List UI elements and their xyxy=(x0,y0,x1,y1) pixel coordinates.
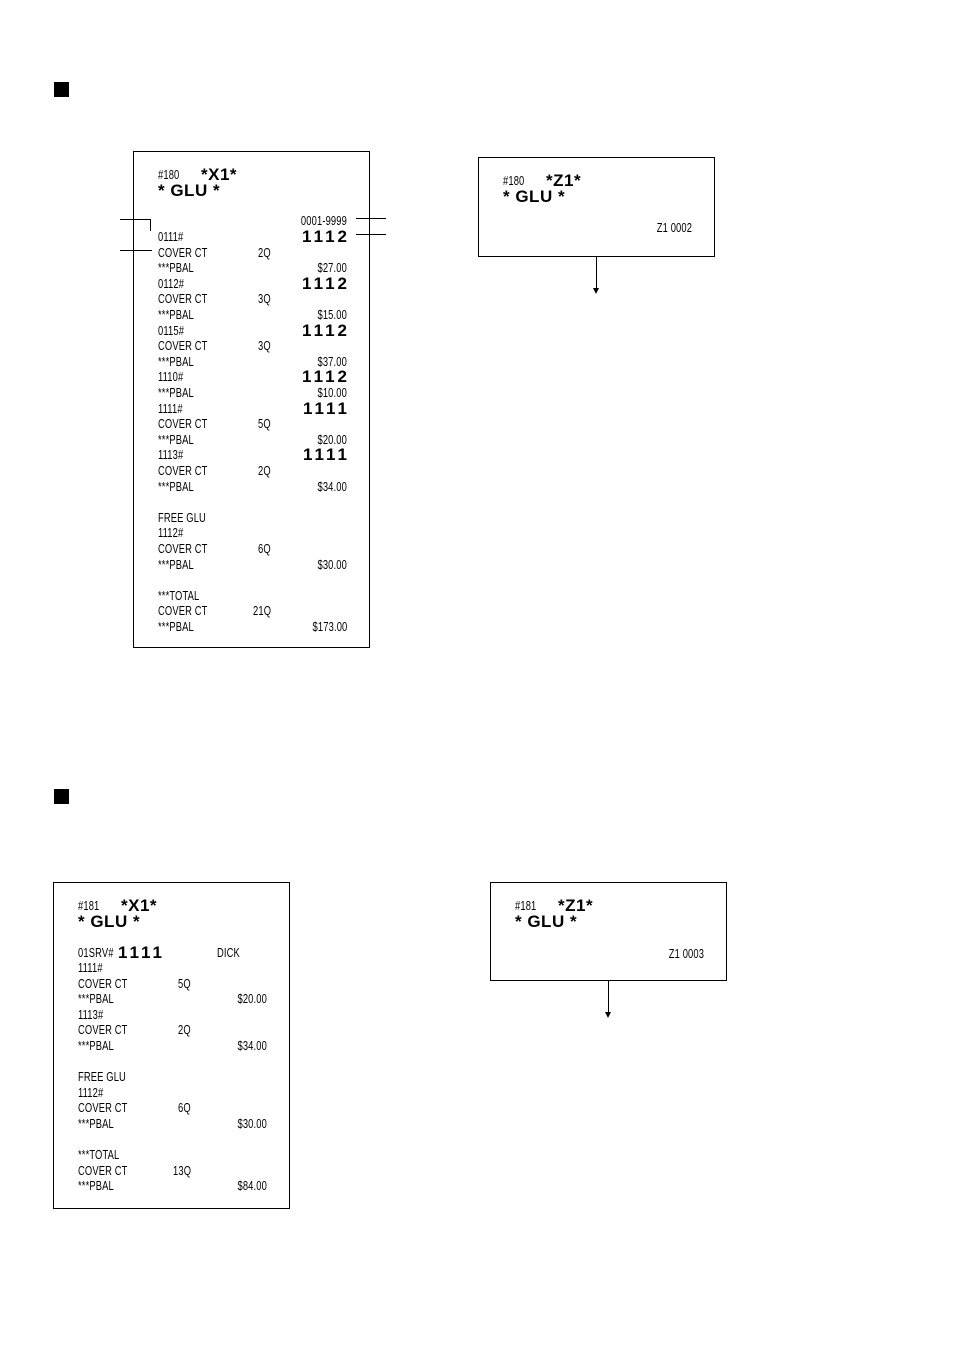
row-label: COVER CT xyxy=(158,603,208,619)
row-label: 1110# xyxy=(158,369,184,385)
row-qty: 21Q xyxy=(252,603,271,619)
table-range: 0001-9999 xyxy=(300,213,347,228)
report-number: #180 xyxy=(503,173,525,188)
report-number: #181 xyxy=(515,898,537,913)
server-name: DICK xyxy=(217,945,240,960)
row-code: 1111 xyxy=(302,398,350,418)
flow-arrow-head-1 xyxy=(593,288,599,294)
report-mode: *X1* xyxy=(201,165,238,184)
row-label: 1113# xyxy=(78,1006,104,1022)
row-label: ***TOTAL xyxy=(78,1147,120,1163)
z-counter: Z1 0003 xyxy=(668,946,704,961)
row-label: COVER CT xyxy=(158,463,208,478)
callout-line-right-top xyxy=(356,218,386,219)
row-label: 1113# xyxy=(158,447,184,463)
row-label: ***PBAL xyxy=(158,431,194,447)
x1-report-receipt-181 xyxy=(53,882,290,1209)
row-label: ***PBAL xyxy=(158,307,194,322)
flow-arrow-head-2 xyxy=(605,1012,611,1018)
row-label: COVER CT xyxy=(78,1022,128,1038)
report-mode: *Z1* xyxy=(558,896,594,915)
row-amount: $10.00 xyxy=(317,385,347,400)
row-qty: 5Q xyxy=(258,416,271,432)
row-code: 1112 xyxy=(302,273,350,293)
row-amount: $30.00 xyxy=(237,1116,267,1131)
row-amount: $84.00 xyxy=(237,1178,267,1194)
row-qty: 2Q xyxy=(258,244,271,260)
z-counter: Z1 0002 xyxy=(656,220,692,235)
row-amount: $173.00 xyxy=(312,619,347,634)
callout-line-left-vertical xyxy=(150,219,151,231)
row-label: ***PBAL xyxy=(158,619,194,634)
row-qty: 2Q xyxy=(178,1022,191,1038)
row-qty: 2Q xyxy=(258,463,271,478)
row-label: 1112# xyxy=(158,525,184,541)
callout-line-left-top xyxy=(120,219,150,220)
row-label: 0115# xyxy=(158,322,185,338)
row-code: 1112 xyxy=(302,320,350,340)
row-label: COVER CT xyxy=(78,1162,128,1178)
server-label: 01SRV# xyxy=(78,945,114,960)
report-mode: *X1* xyxy=(121,896,158,915)
row-amount: $37.00 xyxy=(317,353,347,369)
row-label: COVER CT xyxy=(158,338,208,354)
report-title: * GLU * xyxy=(158,181,221,200)
row-amount: $27.00 xyxy=(317,260,347,276)
row-label: 1112# xyxy=(78,1084,104,1100)
row-label: COVER CT xyxy=(78,1100,128,1116)
section-1-bullet xyxy=(54,82,69,97)
row-label: ***PBAL xyxy=(158,260,194,276)
report-mode: *Z1* xyxy=(546,171,582,190)
row-qty: 3Q xyxy=(258,338,271,354)
row-label: FREE GLU xyxy=(158,509,206,525)
z1-report-receipt-180 xyxy=(478,157,715,257)
callout-line-left-bottom xyxy=(120,250,152,251)
row-label: ***TOTAL xyxy=(158,587,200,603)
server-code: 1111 xyxy=(118,943,166,962)
row-code: 1111 xyxy=(302,445,350,465)
row-label: FREE GLU xyxy=(78,1069,126,1085)
row-amount: $34.00 xyxy=(237,1038,267,1053)
report-number: #181 xyxy=(78,898,100,913)
row-label: COVER CT xyxy=(158,291,208,307)
row-amount: $20.00 xyxy=(317,431,347,447)
row-code: 1112 xyxy=(302,367,350,387)
row-amount: $15.00 xyxy=(317,307,347,322)
row-label: COVER CT xyxy=(158,244,208,260)
report-title: * GLU * xyxy=(78,912,141,931)
row-label: ***PBAL xyxy=(158,556,194,572)
flow-arrow-line-1 xyxy=(596,257,597,289)
row-amount: $34.00 xyxy=(317,478,347,494)
row-label: COVER CT xyxy=(158,416,208,432)
row-label: 0112# xyxy=(158,275,185,291)
row-qty: 3Q xyxy=(258,291,271,307)
z1-report-receipt-181 xyxy=(490,882,727,981)
row-label: ***PBAL xyxy=(78,1038,114,1053)
row-amount: $30.00 xyxy=(317,556,347,572)
row-label: 1111# xyxy=(78,960,103,975)
callout-line-right-bottom xyxy=(356,234,386,235)
section-2-bullet xyxy=(54,789,69,804)
row-qty: 6Q xyxy=(178,1100,191,1116)
flow-arrow-line-2 xyxy=(608,981,609,1013)
row-amount: $20.00 xyxy=(237,991,267,1007)
row-label: ***PBAL xyxy=(78,991,114,1007)
row-qty: 5Q xyxy=(178,975,191,991)
row-label: ***PBAL xyxy=(78,1116,114,1131)
report-number: #180 xyxy=(158,167,180,182)
report-title: * GLU * xyxy=(515,912,578,931)
row-label: ***PBAL xyxy=(78,1178,114,1194)
row-label: ***PBAL xyxy=(158,353,194,369)
row-label: ***PBAL xyxy=(158,385,194,400)
report-title: * GLU * xyxy=(503,187,566,206)
row-code: 1112 xyxy=(302,227,350,246)
x1-report-receipt-180 xyxy=(133,151,370,648)
row-label: COVER CT xyxy=(78,975,128,991)
row-label: COVER CT xyxy=(158,541,208,556)
row-label: 0111# xyxy=(158,229,184,244)
row-qty: 13Q xyxy=(172,1162,191,1178)
row-label: 1111# xyxy=(158,400,183,416)
row-qty: 6Q xyxy=(258,541,271,556)
row-label: ***PBAL xyxy=(158,478,194,494)
